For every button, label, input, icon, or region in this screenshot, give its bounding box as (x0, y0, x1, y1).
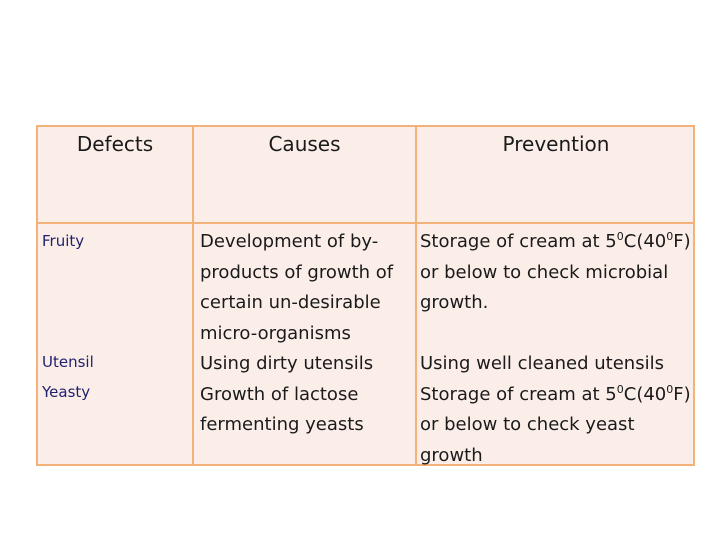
header-causes: Causes (268, 132, 341, 156)
header-prevention: Prevention (502, 132, 610, 156)
defect-fruity: Fruity (42, 232, 85, 250)
defects-table (36, 125, 695, 466)
defect-yeasty: Yeasty (42, 383, 91, 401)
prevention-line: or below to check microbial (420, 261, 669, 283)
prevention-line: growth (420, 444, 483, 466)
prevention-line: or below to check yeast (420, 414, 635, 435)
header-divider (38, 222, 693, 224)
column-divider (415, 127, 417, 464)
causes-line: fermenting yeasts (200, 414, 364, 435)
causes-line: Development of by- (200, 231, 379, 252)
causes-line: certain un-desirable (200, 292, 381, 313)
defect-utensil: Utensil (42, 353, 94, 371)
prevention-line: Using well cleaned utensils (420, 353, 664, 374)
causes-line: Using dirty utensils (200, 353, 374, 374)
causes-cell (200, 227, 393, 441)
column-divider (192, 127, 194, 464)
prevention-cell (420, 227, 691, 471)
prevention-line: growth. (420, 292, 489, 313)
prevention-line: Storage of cream at $5^0C(40^0F)$ (420, 230, 691, 252)
header-defects: Defects (76, 132, 154, 156)
prevention-line: Storage of cream at $5^0C(40^0F)$ (420, 382, 691, 405)
causes-line: micro-organisms (200, 322, 351, 344)
causes-line: Growth of lactose (200, 383, 359, 405)
causes-line: products of growth of (200, 261, 394, 283)
